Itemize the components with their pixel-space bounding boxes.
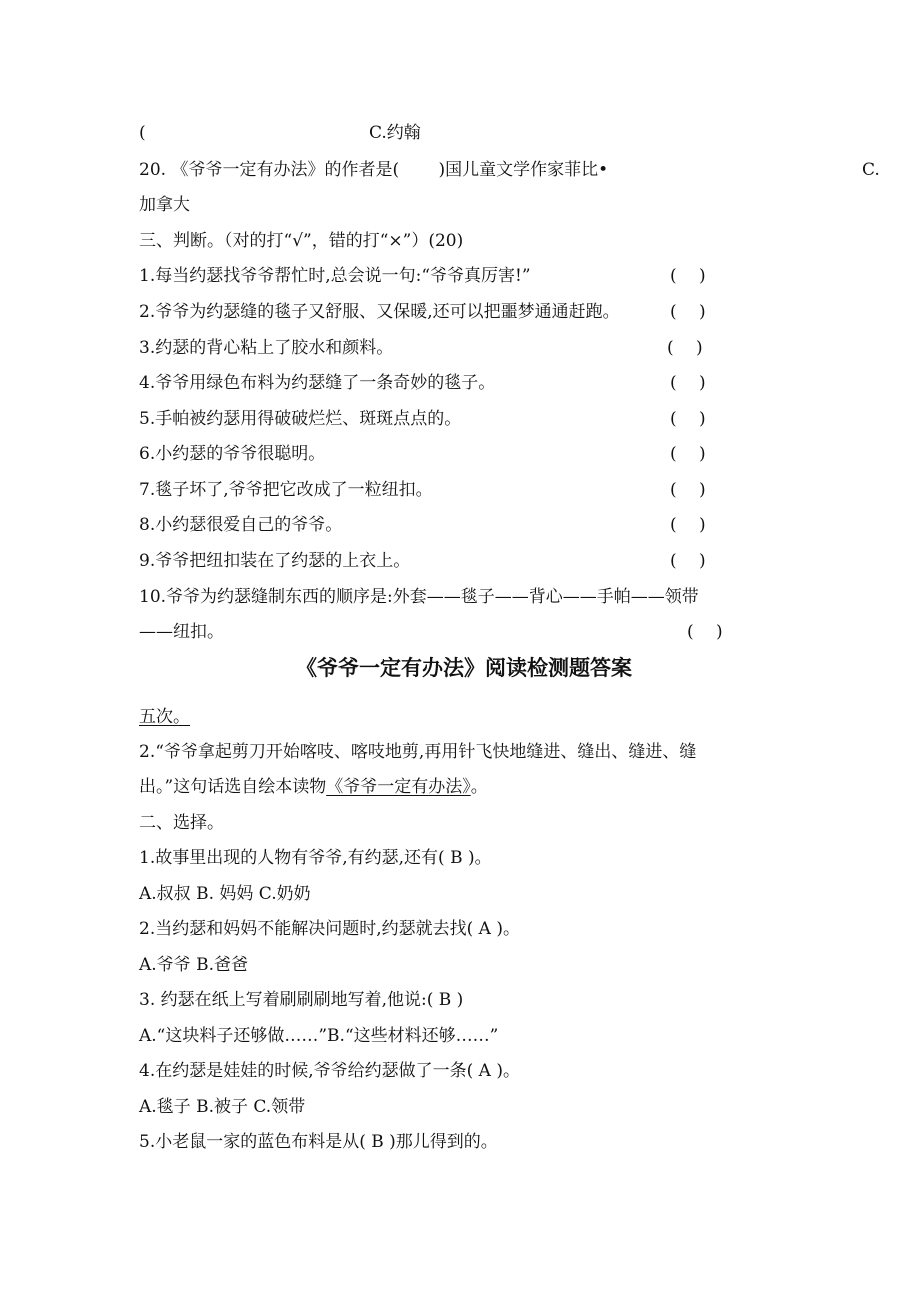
judgement-item-6: 6.小约瑟的爷爷很聪明。 <box>139 444 326 464</box>
q20-option-c: C. <box>862 160 880 180</box>
judgement-blank-7[interactable]: ( ) <box>670 480 706 500</box>
judgement-item-4: 4.爷爷用绿色布料为约瑟缝了一条奇妙的毯子。 <box>139 373 496 393</box>
judgement-item-2: 2.爷爷为约瑟缝的毯子又舒服、又保暖,还可以把噩梦通通赶跑。 <box>139 302 620 322</box>
choice-q2: 2.当约瑟和妈妈不能解决问题时,约瑟就去找( A )。 <box>139 919 520 939</box>
choice-q5: 5.小老鼠一家的蓝色布料是从( B )那儿得到的。 <box>139 1132 498 1152</box>
choice-q4-options: A.毯子 B.被子 C.领带 <box>139 1097 306 1117</box>
answer-key-title: 《爷爷一定有办法》阅读检测题答案 <box>296 655 632 680</box>
judgement-item-5: 5.手帕被约瑟用得破破烂烂、斑斑点点的。 <box>139 409 462 429</box>
answer-2-prefix: 出。”这句话选自绘本读物 <box>139 777 327 797</box>
choice-q1-options: A.叔叔 B. 妈妈 C.奶奶 <box>139 884 311 904</box>
judgement-blank-4[interactable]: ( ) <box>670 373 706 393</box>
judgement-blank-1[interactable]: ( ) <box>670 266 706 286</box>
q19-option-c: C.约翰 <box>369 123 421 143</box>
judgement-item-8: 8.小约瑟很爱自己的爷爷。 <box>139 515 343 535</box>
judgement-item-3: 3.约瑟的背心粘上了胶水和颜料。 <box>139 338 394 358</box>
choice-q1: 1.故事里出现的人物有爷爷,有约瑟,还有( B )。 <box>139 848 492 868</box>
judgement-blank-3[interactable]: ( ) <box>667 338 703 358</box>
judgement-item-9: 9.爷爷把纽扣装在了约瑟的上衣上。 <box>139 551 411 571</box>
choice-q2-options: A.爷爷 B.爸爸 <box>139 955 248 975</box>
q20-text: 20. 《爷爷一定有办法》的作者是( )国儿童文学作家菲比• <box>139 160 609 180</box>
judgement-blank-8[interactable]: ( ) <box>670 515 706 535</box>
judgement-blank-9[interactable]: ( ) <box>670 551 706 571</box>
judgement-blank-6[interactable]: ( ) <box>670 444 706 464</box>
answer-2-line1: 2.“爷爷拿起剪刀开始喀吱、喀吱地剪,再用针飞快地缝进、缝出、缝进、缝 <box>139 742 697 762</box>
judgement-item-7: 7.毯子坏了,爷爷把它改成了一粒纽扣。 <box>139 480 433 500</box>
answer-2-suffix: 。 <box>470 777 488 797</box>
q19-paren: ( <box>139 123 146 143</box>
choice-q3-options: A.“这块料子还够做……”B.“这些材料还够……” <box>139 1026 499 1046</box>
choice-q3: 3. 约瑟在纸上写着刷刷刷地写着,他说:( B ) <box>139 990 464 1010</box>
choice-q4: 4.在约瑟是娃娃的时候,爷爷给约瑟做了一条( A )。 <box>139 1061 520 1081</box>
answer-1: 五次。 <box>139 707 190 727</box>
judgement-blank-5[interactable]: ( ) <box>670 409 706 429</box>
judgement-blank-10[interactable]: ( ) <box>687 622 723 642</box>
judgement-item-10-line1: 10.爷爷为约瑟缝制东西的顺序是:外套——毯子——背心——手帕——领带 <box>139 587 699 607</box>
judgement-blank-2[interactable]: ( ) <box>670 302 706 322</box>
q20-continuation: 加拿大 <box>139 195 190 215</box>
judgement-item-1: 1.每当约瑟找爷爷帮忙时,总会说一句:“爷爷真厉害!” <box>139 266 531 286</box>
judgement-item-10-line2: ——纽扣。 <box>139 622 224 642</box>
choice-section-heading: 二、选择。 <box>139 813 224 833</box>
answer-2-line2 <box>139 776 488 798</box>
judgement-heading: 三、判断。（对的打“√”，错的打“×”）(20) <box>139 231 464 251</box>
answer-2-book-title: 《爷爷一定有办法》 <box>326 777 471 797</box>
